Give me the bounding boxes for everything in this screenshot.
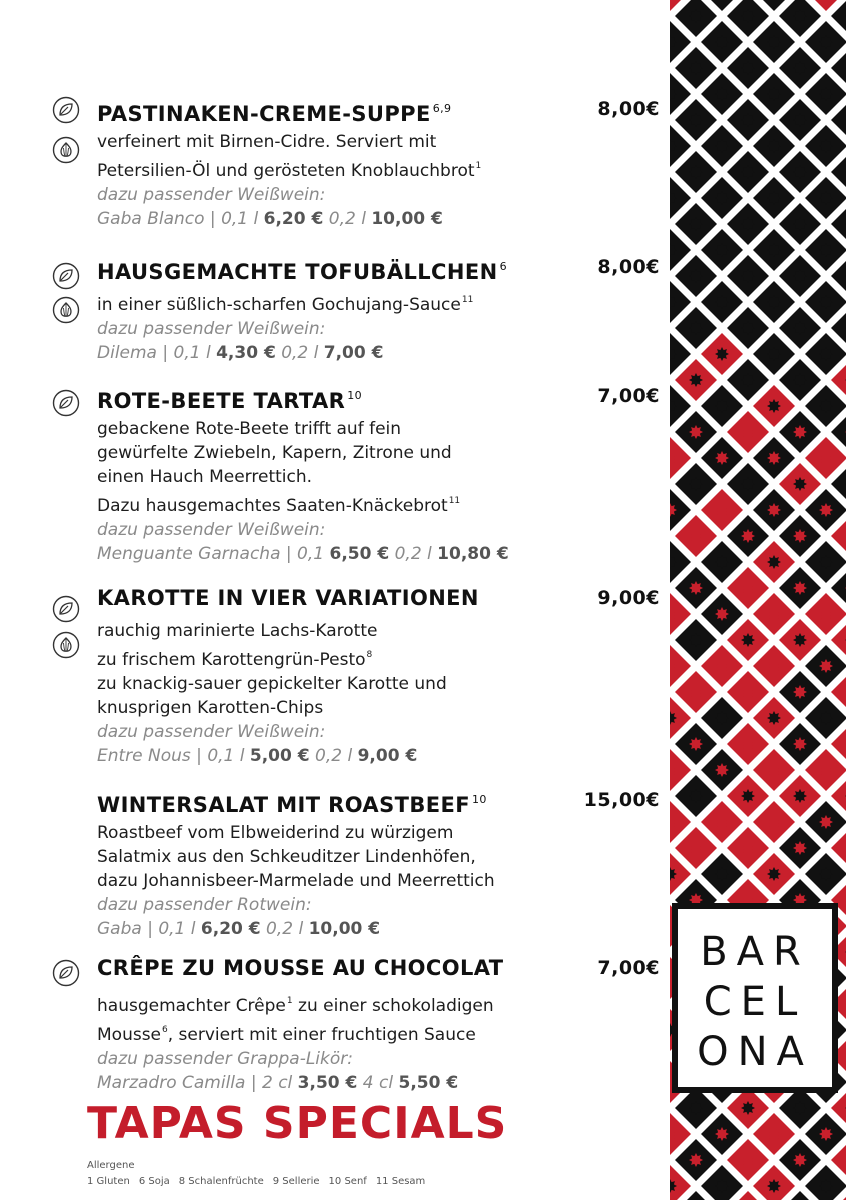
menu-item-title <box>97 787 487 818</box>
wine-pairing-label: dazu passender Grappa-Likör: <box>97 1049 353 1069</box>
wine-price-small: 5,00 € <box>249 746 310 766</box>
leaf-icon <box>52 96 80 124</box>
menu-item-price: 7,00€ <box>597 957 660 979</box>
leaf-icon <box>52 959 80 987</box>
logo-line-1: BAR <box>700 929 810 975</box>
wine-price-small: 6,20 € <box>200 919 261 939</box>
menu-item-title <box>97 585 479 611</box>
description-text: verfeinert mit Birnen-Cidre. Serviert mit <box>97 132 437 152</box>
description-line <box>97 441 597 465</box>
description-line <box>97 417 597 441</box>
description-text: gebackene Rote-Beete trifft auf fein <box>97 419 402 439</box>
wine-price-large: 10,00 € <box>308 919 381 939</box>
description-text: Salatmix aus den Schkeuditzer Lindenhöfen, <box>97 847 476 867</box>
wine-price-large: 7,00 € <box>323 343 384 363</box>
allergen-superscript: 6 <box>162 1025 168 1035</box>
wine-pairing-detail <box>97 917 597 941</box>
description-line <box>97 845 597 869</box>
menu-item-description <box>97 417 597 566</box>
description-text: , serviert mit einer fruchtigen Sauce <box>167 1025 476 1045</box>
description-line <box>97 821 597 845</box>
menu-item-title-text: WINTERSALAT MIT ROASTBEEF <box>97 793 470 817</box>
menu-item-title-text: KAROTTE IN VIER VARIATIONEN <box>97 586 479 610</box>
allergen-entry: 11 Sesam <box>375 1176 426 1187</box>
menu-item-price: 15,00€ <box>583 789 660 811</box>
menu-item-title-text: HAUSGEMACHTE TOFUBÄLLCHEN <box>97 260 498 284</box>
description-line <box>97 989 597 1018</box>
description-line <box>97 154 597 183</box>
description-line <box>97 130 597 154</box>
wine-price-small: 3,50 € <box>297 1073 358 1093</box>
description-text: zu einer schokoladigen <box>292 996 494 1016</box>
wine-price-large: 9,00 € <box>357 746 418 766</box>
wine-pairing-label: dazu passender Weißwein: <box>97 520 326 540</box>
wine-pairing-detail <box>97 1071 597 1095</box>
wine-pairing-label: dazu passender Weißwein: <box>97 722 326 742</box>
description-text: dazu Johannisbeer-Marmelade und Meerrettich <box>97 871 495 891</box>
description-text: hausgemachter Crêpe <box>97 996 286 1016</box>
allergen-superscript: 11 <box>461 295 474 305</box>
description-text: zu knackig-sauer gepickelter Karotte und <box>97 674 447 694</box>
allergen-entry: 9 Sellerie <box>272 1176 320 1187</box>
menu-item-price: 8,00€ <box>597 256 660 278</box>
allergen-legend <box>87 1158 434 1190</box>
description-text: rauchig marinierte Lachs-Karotte <box>97 621 378 641</box>
wine-pairing-detail <box>97 542 597 566</box>
wine-pairing-label: dazu passender Rotwein: <box>97 895 312 915</box>
menu-item-description <box>97 821 597 941</box>
allergen-entry: 10 Senf <box>328 1176 367 1187</box>
wine-price-small: 4,30 € <box>216 343 276 363</box>
allergen-superscript: 10 <box>471 793 487 806</box>
wine-price-small: 6,50 € <box>329 544 390 564</box>
wine-name: Dilema | 0,1 l <box>97 343 211 363</box>
menu-item-title-text: CRÊPE ZU MOUSSE AU CHOCOLAT <box>97 956 504 980</box>
menu-item-title-text: ROTE-BEETE TARTAR <box>97 389 346 413</box>
description-text: knusprigen Karotten-Chips <box>97 698 324 718</box>
wine-price-large: 10,80 € <box>437 544 509 564</box>
allergen-superscript: 8 <box>366 650 373 660</box>
allergen-entry: 8 Schalenfrüchte <box>178 1176 264 1187</box>
wine-name: Gaba | 0,1 l <box>97 919 196 939</box>
wine-price-large: 5,50 € <box>398 1073 459 1093</box>
description-line <box>97 643 597 672</box>
description-line <box>97 489 597 518</box>
description-text: Roastbeef vom Elbweiderind zu würzigem <box>97 823 454 843</box>
description-text: Petersilien-Öl und gerösteten Knoblauchbrot <box>97 161 475 181</box>
description-text: gewürfelte Zwiebeln, Kapern, Zitrone und <box>97 443 452 463</box>
wine-size-large: 0,2 l <box>394 544 432 564</box>
wine-name: Menguante Garnacha | 0,1 <box>97 544 325 564</box>
section-heading-tapas-specials: TAPAS SPECIALS <box>87 1098 508 1149</box>
description-text: zu frischem Karottengrün-Pesto <box>97 650 366 670</box>
allergen-superscript: 6,9 <box>432 102 452 115</box>
description-text: einen Hauch Meerrettich. <box>97 467 313 487</box>
menu-item-price: 9,00€ <box>597 587 660 609</box>
description-text: in einer süßlich-scharfen Gochujang-Sauce <box>97 295 461 315</box>
menu-item-title <box>97 96 451 127</box>
wine-pairing-label: dazu passender Weißwein: <box>97 185 326 205</box>
description-line <box>97 619 597 643</box>
allergen-superscript: 6 <box>499 260 507 273</box>
allergen-entry: 6 Soja <box>138 1176 170 1187</box>
onion-icon <box>52 631 80 659</box>
allergen-legend-label: Allergene <box>87 1160 135 1171</box>
description-line <box>97 465 597 489</box>
menu-item-description <box>97 619 597 768</box>
description-line <box>97 288 597 317</box>
description-line <box>97 696 597 720</box>
description-line <box>97 869 597 893</box>
wine-name: Gaba Blanco | 0,1 l <box>97 209 259 229</box>
allergen-superscript: 1 <box>286 996 293 1006</box>
wine-pairing-detail <box>97 341 597 365</box>
wine-pairing-detail <box>97 207 597 231</box>
menu-item-price: 8,00€ <box>597 98 660 120</box>
wine-size-large: 0,2 l <box>266 919 304 939</box>
barcelona-logo <box>672 903 838 1093</box>
menu-item-title <box>97 383 362 414</box>
menu-item-price: 7,00€ <box>597 385 660 407</box>
wine-price-small: 6,20 € <box>263 209 324 229</box>
logo-line-2: CEL <box>703 979 807 1025</box>
wine-name: Entre Nous | 0,1 l <box>97 746 245 766</box>
onion-icon <box>52 136 80 164</box>
leaf-icon <box>52 389 80 417</box>
wine-size-large: 0,2 l <box>281 343 319 363</box>
description-text: Dazu hausgemachtes Saaten-Knäckebrot <box>97 496 448 516</box>
wine-pairing-label: dazu passender Weißwein: <box>97 319 326 339</box>
allergen-superscript: 1 <box>475 161 482 171</box>
logo-line-3: ONA <box>697 1029 813 1075</box>
allergen-superscript: 10 <box>347 389 362 402</box>
onion-icon <box>52 296 80 324</box>
menu-item-title <box>97 955 504 981</box>
description-line <box>97 1018 597 1047</box>
wine-name: Marzadro Camilla | 2 cl <box>97 1073 293 1093</box>
menu-item-description <box>97 288 597 365</box>
wine-size-large: 4 cl <box>362 1073 394 1093</box>
wine-price-large: 10,00 € <box>371 209 443 229</box>
menu-item-description <box>97 130 597 231</box>
allergen-list <box>87 1174 434 1190</box>
wine-size-large: 0,2 l <box>315 746 353 766</box>
wine-size-large: 0,2 l <box>328 209 366 229</box>
description-text: Mousse <box>97 1025 162 1045</box>
menu-item-title-text: PASTINAKEN-CREME-SUPPE <box>97 102 431 126</box>
allergen-superscript: 11 <box>448 496 461 506</box>
wine-pairing-detail <box>97 744 597 768</box>
leaf-icon <box>52 595 80 623</box>
menu-item-description <box>97 989 597 1095</box>
allergen-entry: 1 Gluten <box>87 1176 130 1187</box>
menu-item-title <box>97 254 507 285</box>
leaf-icon <box>52 262 80 290</box>
description-line <box>97 672 597 696</box>
